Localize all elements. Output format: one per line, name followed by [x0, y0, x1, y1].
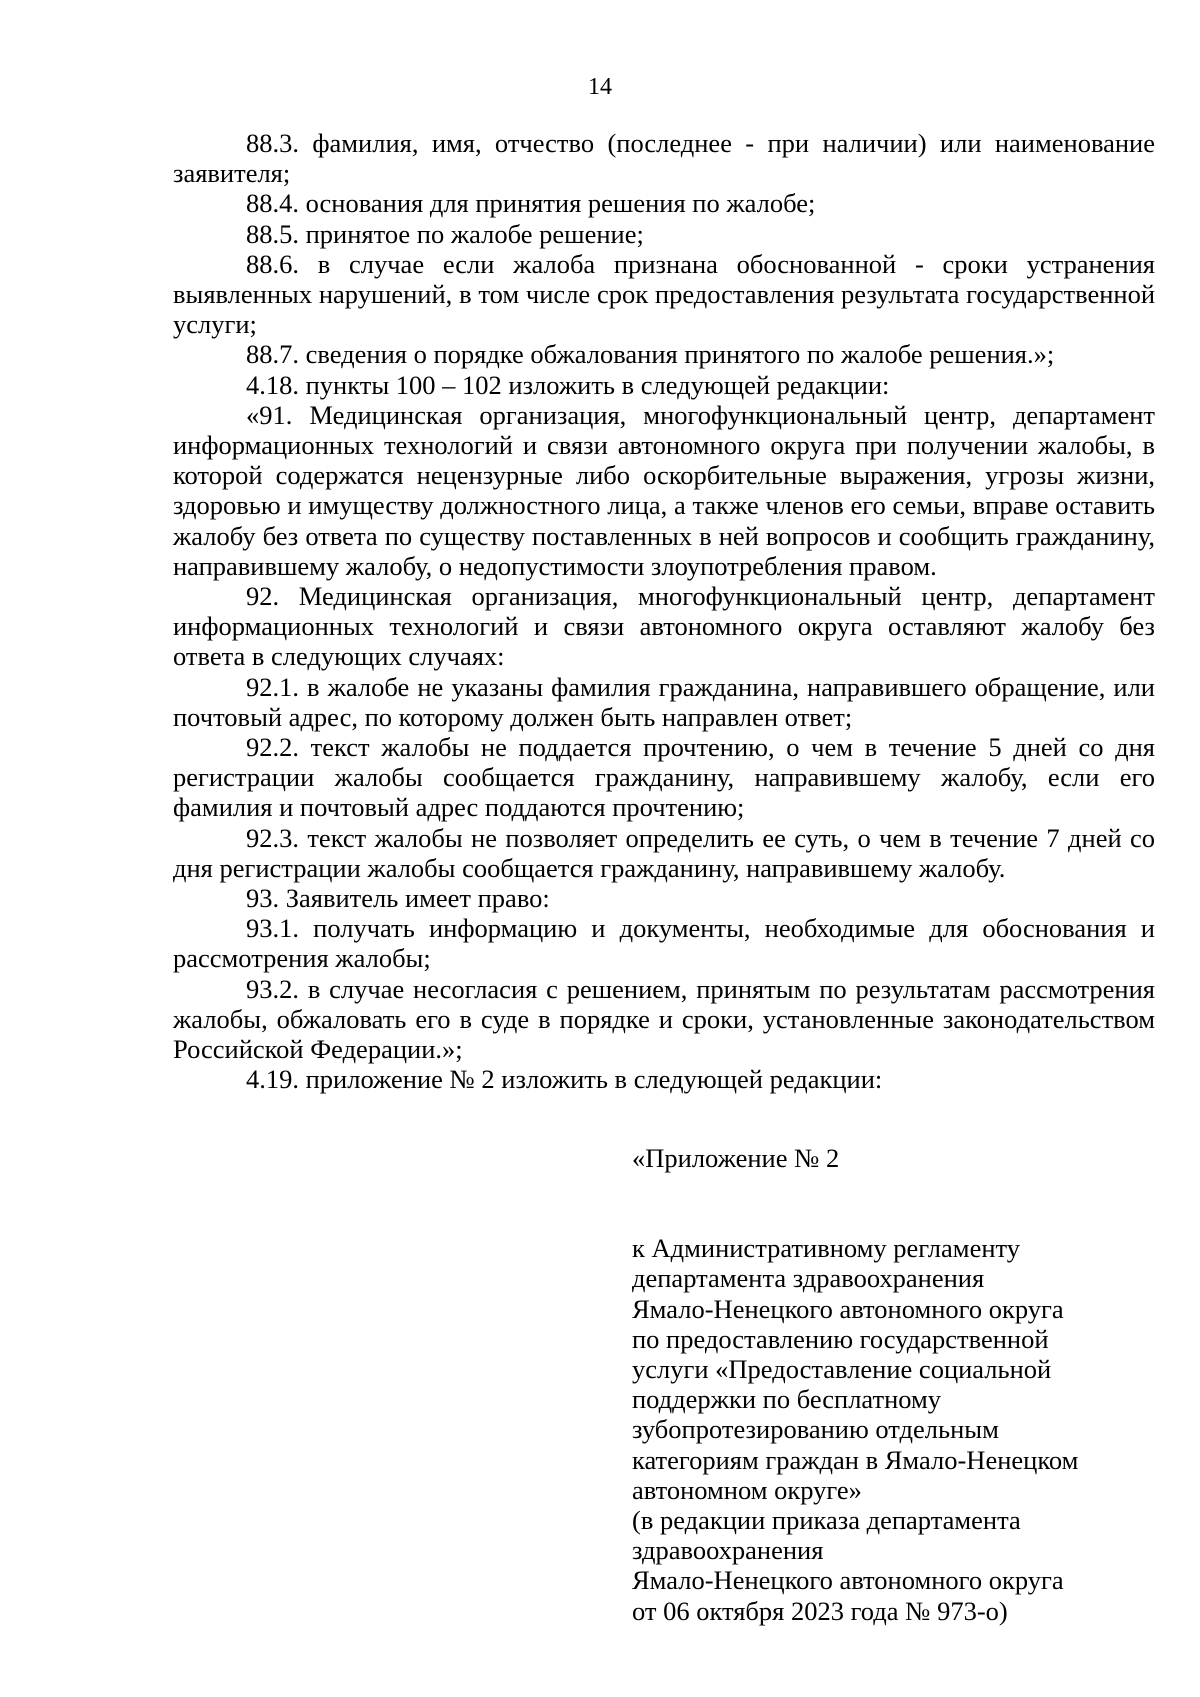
appendix-line: по предоставлению государственной: [632, 1323, 1049, 1354]
paragraph-92-2: 92.2. текст жалобы не поддается прочтению, о чем в течение 5 дней со дня регистрации жалобы сообщается гражданину, направившему жалобу, если его фамилия и почтовый адрес поддаются прочтению;: [173, 732, 1155, 823]
appendix-line: департамента здравоохранения: [632, 1263, 985, 1294]
appendix-heading: «Приложение № 2: [632, 1143, 840, 1173]
paragraph-88-5: 88.5. принятое по жалобе решение;: [246, 218, 644, 249]
appendix-line: Ямало-Ненецкого автономного округа: [632, 1293, 1064, 1324]
appendix-line: здравоохранения: [632, 1535, 824, 1566]
page-number: 14: [588, 74, 612, 100]
appendix-line: зубопротезированию отдельным: [632, 1414, 999, 1445]
paragraph-88-6: 88.6. в случае если жалоба признана обоснованной - сроки устранения выявленных нарушений, в том числе срок предоставления результата государственной услуги;: [173, 248, 1155, 340]
document-body: [173, 128, 1155, 1095]
appendix-spacer: [632, 1173, 1152, 1233]
appendix-line: Ямало-Ненецкого автономного округа: [632, 1565, 1064, 1596]
appendix-line: услуги «Предоставление социальной: [632, 1354, 1052, 1385]
appendix-line: поддержки по бесплатному: [632, 1384, 942, 1415]
appendix-line: автономном округе»: [632, 1474, 862, 1505]
paragraph-4-18: 4.18. пункты 100 – 102 изложить в следующей редакции:: [246, 369, 890, 400]
paragraph-93-2: 93.2. в случае несогласия с решением, принятым по результатам рассмотрения жалобы, обжаловать его в суде в порядке и сроки, установленные законодательством Российской Федерации.»;: [173, 973, 1155, 1065]
paragraph-93-1: 93.1. получать информацию и документы, необходимые для обоснования и рассмотрения жалобы;: [173, 913, 1155, 974]
paragraph-92: 92. Медицинская организация, многофункциональный центр, департамент информационных технологий и связи автономного округа оставляют жалобу без ответа в следующих случаях:: [173, 581, 1155, 672]
paragraph-88-7: 88.7. сведения о порядке обжалования принятого по жалобе решения.»;: [246, 339, 1055, 370]
appendix-line: от 06 октября 2023 года № 973-о): [632, 1595, 1008, 1626]
paragraph-91: «91. Медицинская организация, многофункциональный центр, департамент информационных технологий и связи автономного округа при получении жалобы, в которой содержатся нецензурные либо оскорбительные выражения, угрозы жизни, здоровью и имуществу должностного лица, а также членов его семьи, вправе оставить жалобу без ответа по существу поставленных в ней вопросов и сообщить гражданину, направившему жалобу, о недопустимости злоупотребления правом.: [173, 399, 1155, 581]
paragraph-92-1: 92.1. в жалобе не указаны фамилия гражданина, направившего обращение, или почтовый адрес, по которому должен быть направлен ответ;: [173, 671, 1155, 732]
paragraph-92-3: 92.3. текст жалобы не позволяет определить ее суть, о чем в течение 7 дней со дня регистрации жалобы сообщается гражданину, направившему жалобу.: [173, 822, 1155, 883]
paragraph-88-3: 88.3. фамилия, имя, отчество (последнее - при наличии) или наименование заявителя;: [173, 128, 1155, 189]
paragraph-4-19: 4.19. приложение № 2 изложить в следующей редакции:: [246, 1064, 883, 1095]
appendix-header-block: [632, 1143, 1152, 1626]
paragraph-93: 93. Заявитель имеет право:: [246, 883, 550, 914]
paragraph-88-4: 88.4. основания для принятия решения по жалобе;: [246, 188, 816, 219]
appendix-line: к Административному регламенту: [632, 1233, 1020, 1264]
appendix-line: (в редакции приказа департамента: [632, 1505, 1021, 1536]
appendix-line: категориям граждан в Ямало-Ненецком: [632, 1444, 1079, 1475]
